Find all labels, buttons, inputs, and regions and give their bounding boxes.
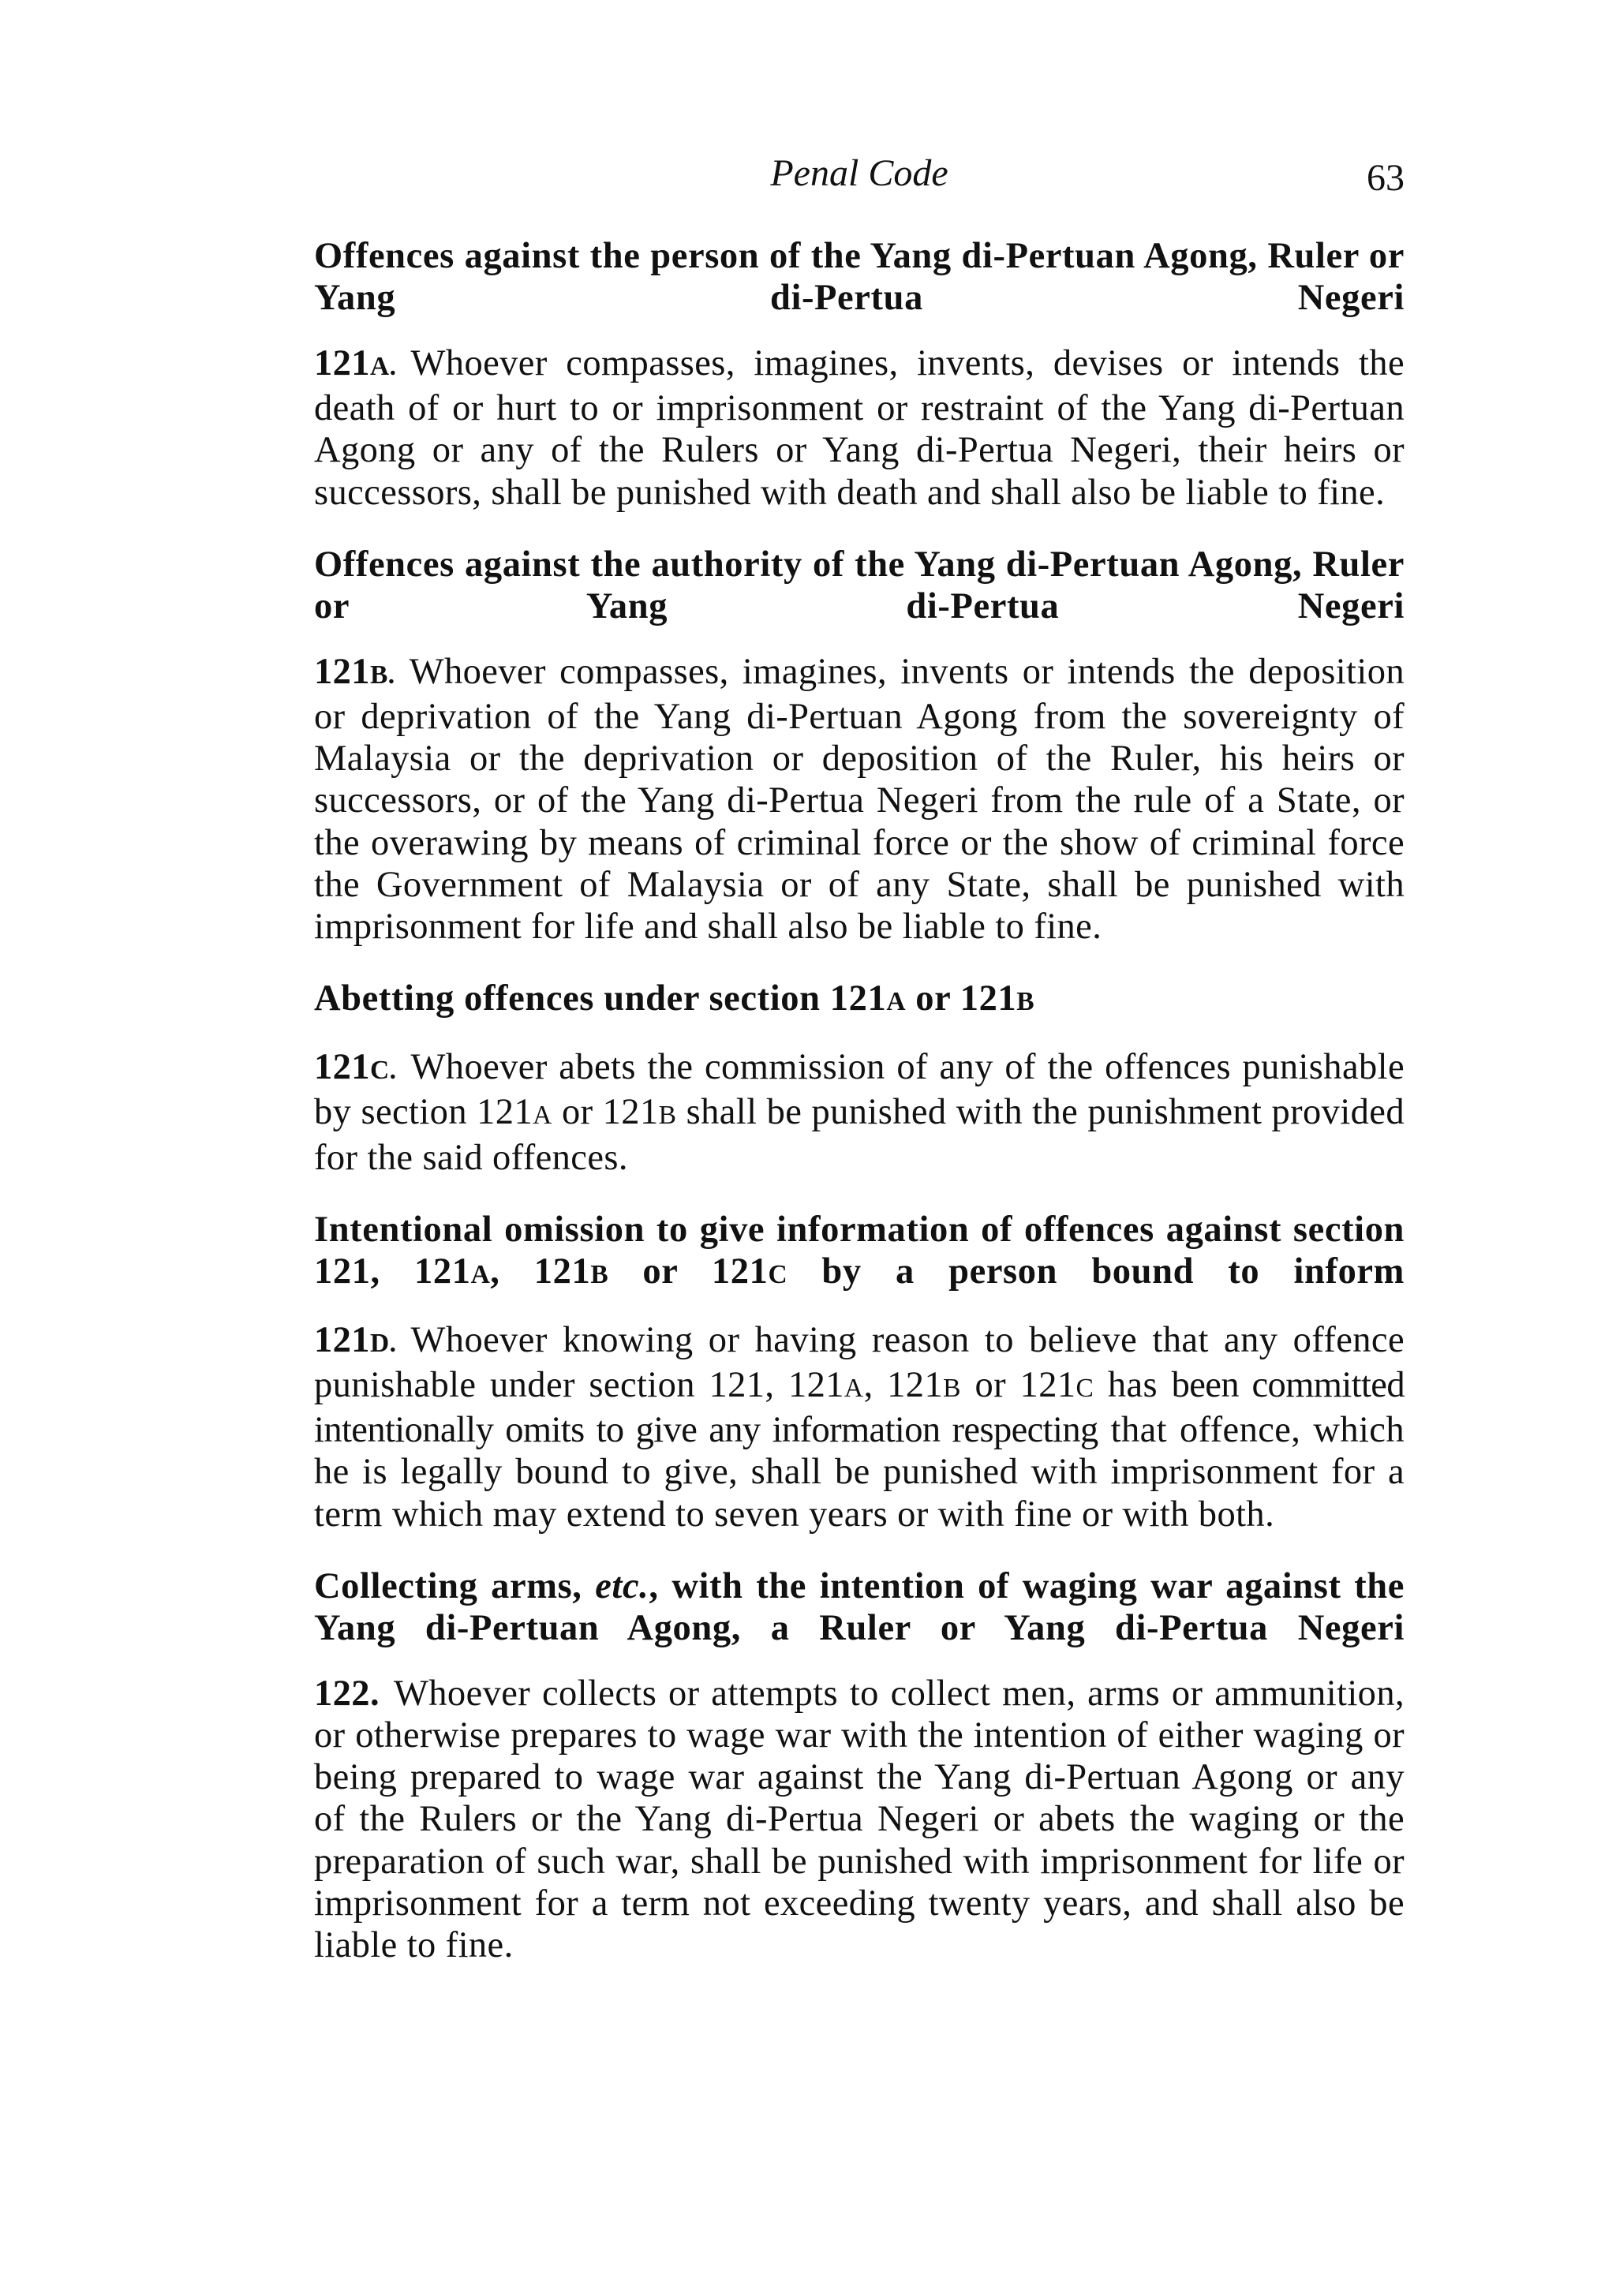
section-text: Whoever compasses, imagines, invents, devises or intends the death of or hurt to or imprisonment or restraint of the Yang di-Pertuan Agong or any of the Rulers or Yang di-Pertua Negeri, their heirs or successors, shall be punished with death and shall also be liable to fine. — [314, 343, 1405, 513]
section-number: 121B. — [314, 651, 395, 692]
section-number: 122. — [314, 1673, 380, 1714]
section-number: 121A. — [314, 343, 397, 383]
section-body — [314, 1046, 1405, 1179]
section-text: Whoever collects or attempts to collect men, arms or ammunition, or otherwise prepares to wage war with the intention of either waging or being prepared to wage war against the Yang di-Pertuan Agong or any of the Rulers or the Yang di-Pertua Negeri or abets the waging or the preparation of such war, shall be punished with imprisonment for life or imprisonment for a term not exceeding twenty years, and shall also be liable to fine. — [314, 1673, 1405, 1966]
section-text: Whoever knowing or having reason to believe that any offence punishable under section 121, 121A, 121B or 121C has been committed intentionally omits to give any information respecting that offence, which he is legally bound to give, shall be punished with imprisonment for a term which may extend to seven years or with fine or with both. — [314, 1319, 1405, 1535]
section-121d — [314, 1209, 1405, 1535]
running-title: Penal Code — [770, 152, 948, 194]
page-number: 63 — [1367, 157, 1405, 199]
section-body — [314, 1319, 1405, 1535]
section-heading: Abetting offences under section 121A or 121B — [314, 978, 1035, 1019]
running-header — [314, 150, 1405, 205]
section-text: Whoever compasses, imagines, invents or intends the deposition or deprivation of the Yang di-Pertuan Agong from the sovereignty of Malaysia or the deprivation or deposition of the Ruler, his heirs or successors, or of the Yang di-Pertua Negeri from the rule of a State, or the overawing by means of criminal force or the show of criminal force the Government of Malaysia or of any State, shall be punished with imprisonment for life and shall also be liable to fine. — [314, 651, 1405, 948]
section-heading: Collecting arms, etc., with the intention of waging war against the Yang di-Pertuan Agong, a Ruler or Yang di-Pertua Negeri — [314, 1565, 1405, 1648]
section-heading: Intentional omission to give information of offences against section 121, 121A, 121B or 121C by a person bound to inform — [314, 1209, 1405, 1292]
section-121a — [314, 235, 1405, 514]
section-body — [314, 1673, 1405, 1966]
section-heading: Offences against the person of the Yang di-Pertuan Agong, Ruler or Yang di-Pertua Negeri — [314, 236, 1405, 318]
section-number: 121C. — [314, 1047, 397, 1088]
document-page — [314, 150, 1405, 1966]
section-body — [314, 651, 1405, 948]
section-text: Whoever abets the commission of any of the offences punishable by section 121A or 121B shall be punished with the punishment provided for the said offences. — [314, 1047, 1405, 1178]
section-body — [314, 342, 1405, 514]
section-number: 121D. — [314, 1319, 397, 1360]
section-121c — [314, 978, 1405, 1179]
section-heading: Offences against the authority of the Yang di-Pertuan Agong, Ruler or Yang di-Pertua Negeri — [314, 544, 1405, 626]
section-121b — [314, 544, 1405, 948]
section-122 — [314, 1565, 1405, 1966]
